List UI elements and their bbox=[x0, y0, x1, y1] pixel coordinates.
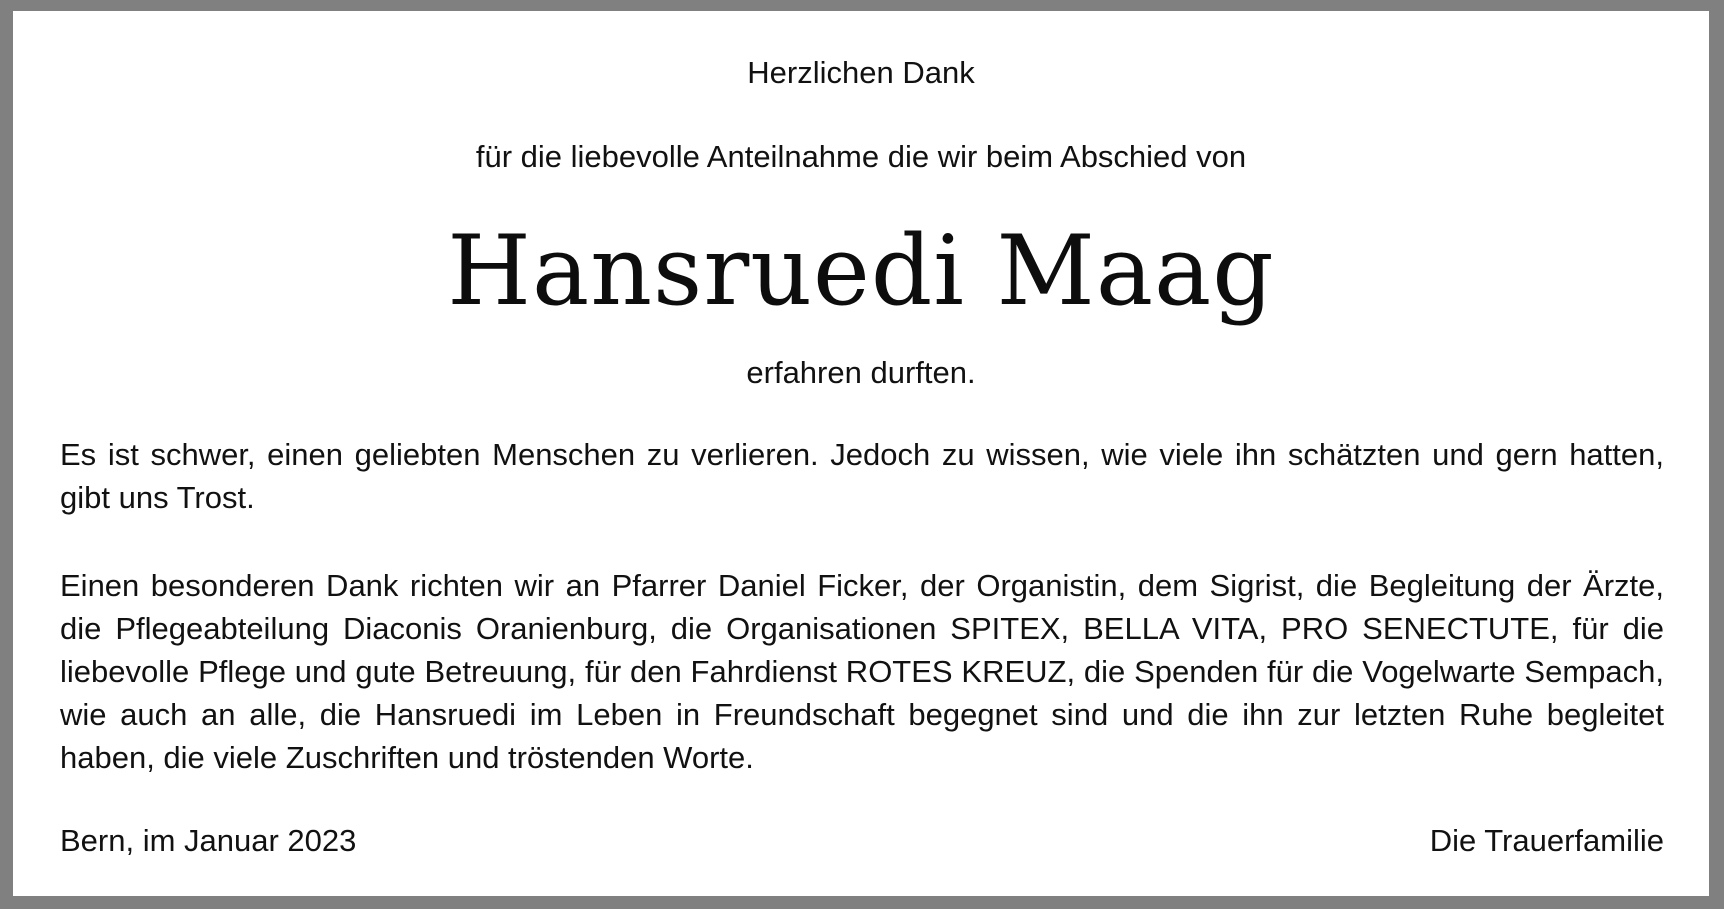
place-date: Bern, im Januar 2023 bbox=[60, 823, 357, 858]
notice-outro-text: erfahren durften. bbox=[746, 355, 976, 390]
deceased-name: Hansruedi Maag bbox=[447, 215, 1275, 327]
thanks-paragraph: Einen besonderen Dank richten wir an Pfarrer Daniel Ficker, der Organistin, dem Sigrist, die Begleitung der Ärzte, die Pflegeabteilung Diaconis Oranienburg, die Organisationen SPITEX, BELLA VITA, PRO SENECTUTE, für die liebevolle Pflege und gute Betreuung, für den Fahrdienst ROTES KREUZ, die Spenden für die Vogelwarte Sempach, wie auch an alle, die Hansruedi im Leben in Freundschaft begegnet sind und die ihn zur letzten Ruhe begleitet haben, die viele Zuschriften und tröstenden Worte. bbox=[60, 568, 1664, 775]
notice-heading: Herzlichen Dank bbox=[747, 55, 975, 90]
comfort-paragraph: Es ist schwer, einen geliebten Menschen zu verlieren. Jedoch zu wissen, wie viele ihn schätzten und gern hatten, gibt uns Trost. bbox=[60, 437, 1664, 515]
obituary-thank-you-notice bbox=[13, 11, 1709, 896]
notice-intro-text: für die liebevolle Anteilnahme die wir beim Abschied von bbox=[475, 139, 1247, 174]
family-signature: Die Trauerfamilie bbox=[1429, 823, 1664, 858]
